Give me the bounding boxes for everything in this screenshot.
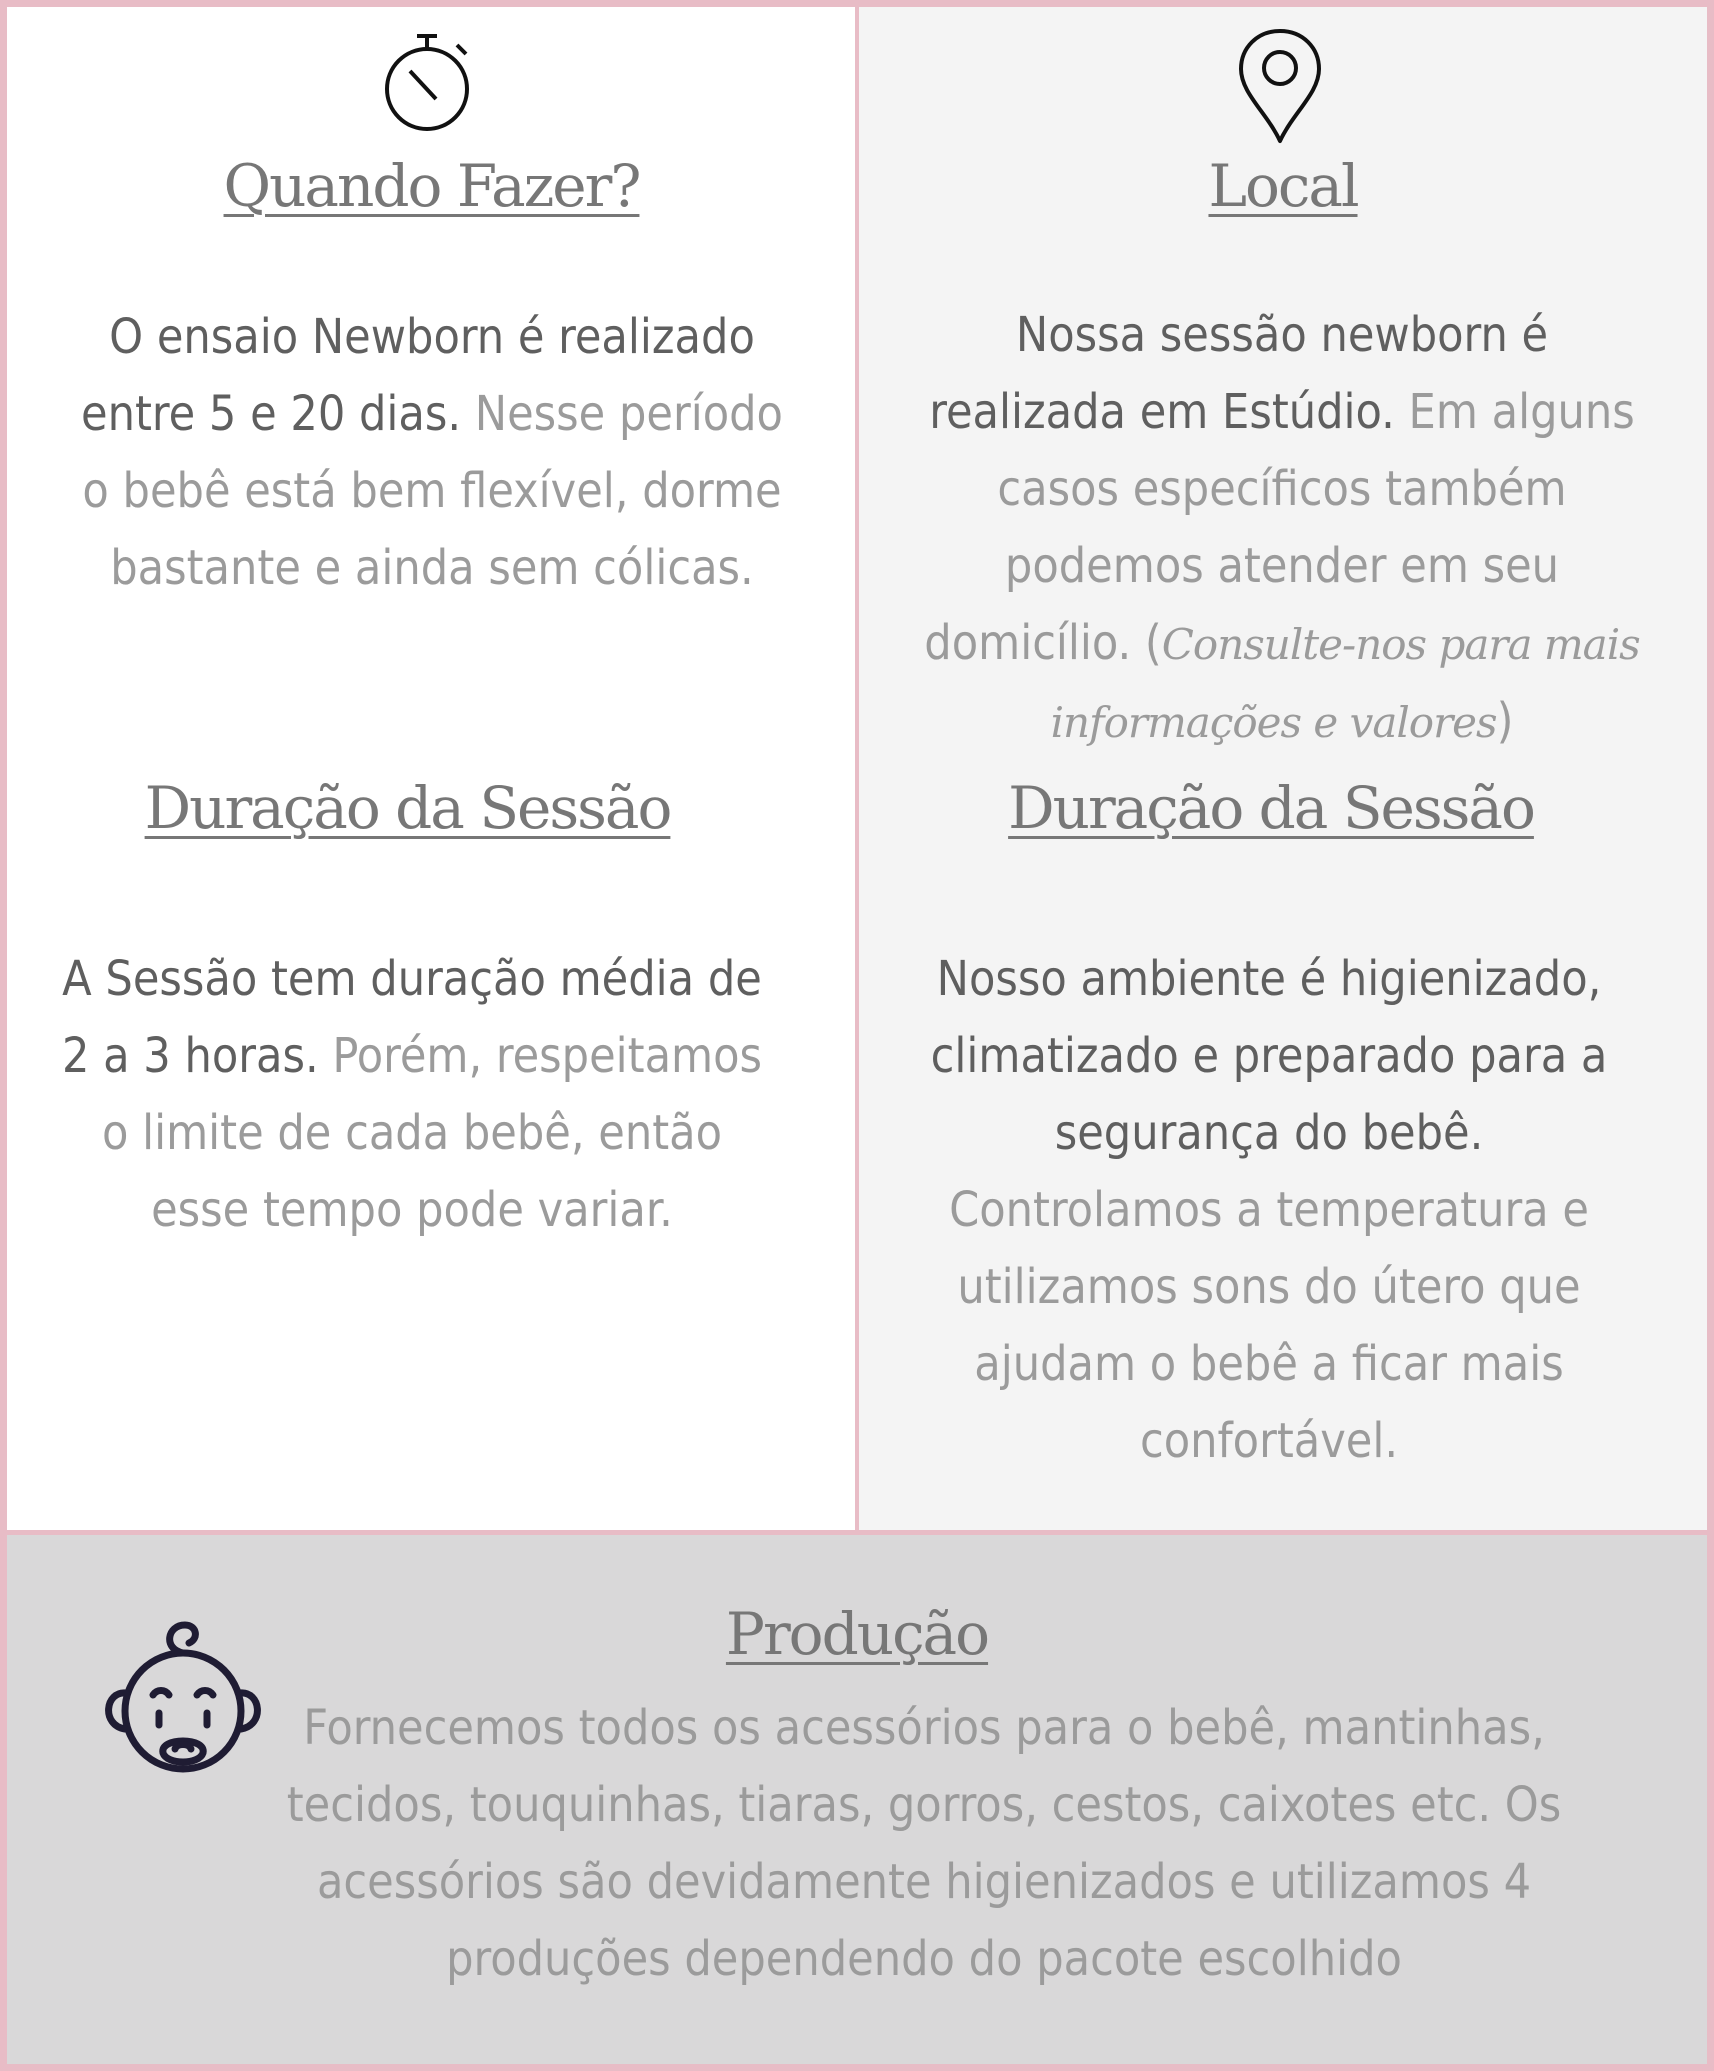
production-title: Produção	[725, 1600, 989, 1668]
when-text	[72, 299, 792, 607]
local-note: Consulte-nos para mais informações e valores	[1050, 620, 1640, 747]
local-text	[917, 297, 1647, 761]
production-section	[7, 1535, 1707, 2064]
stopwatch-icon	[382, 31, 478, 135]
local-paren-open: (	[1144, 615, 1162, 671]
duration-left-rest: Porém, respeitamos o limite de cada bebê, então esse tempo pode variar.	[101, 1028, 763, 1238]
local-lead: Nossa sessão newborn é realizada em Estúdio.	[929, 307, 1549, 440]
local-title: Local	[1208, 152, 1358, 220]
local-paren-close: )	[1496, 693, 1514, 749]
duration-right-text	[919, 941, 1619, 1480]
duration-left-lead: A Sessão tem duração média de 2 a 3 horas.	[61, 951, 762, 1084]
production-text: Fornecemos todos os acessórios para o bebê, mantinhas, tecidos, touquinhas, tiaras, gorros, cestos, caixotes etc. Os acessórios são devidamente higienizados e utilizamos 4 produções dependendo do pacote escolhido	[286, 1700, 1562, 1987]
duration-left-text	[47, 941, 777, 1249]
duration-right-title: Duração da Sessão	[1008, 774, 1534, 842]
when-rest: Nesse período o bebê está bem flexível, dorme bastante e ainda sem cólicas.	[82, 386, 783, 596]
when-title: Quando Fazer?	[223, 152, 640, 220]
duration-right-lead: Nosso ambiente é higienizado, climatizado e preparado para a segurança do bebê.	[930, 951, 1608, 1161]
when-section	[7, 7, 856, 1532]
duration-left-title: Duração da Sessão	[144, 774, 671, 842]
local-rest: Em alguns casos específicos também podemos atender em seu domicílio.	[924, 384, 1635, 671]
local-section	[859, 7, 1707, 1532]
when-lead: O ensaio Newborn é realizado entre 5 e 20 dias.	[81, 309, 755, 442]
map-pin-icon	[1237, 27, 1323, 147]
duration-right-rest: Controlamos a temperatura e utilizamos sons do útero que ajudam o bebê a ficar mais confortável.	[949, 1182, 1589, 1469]
